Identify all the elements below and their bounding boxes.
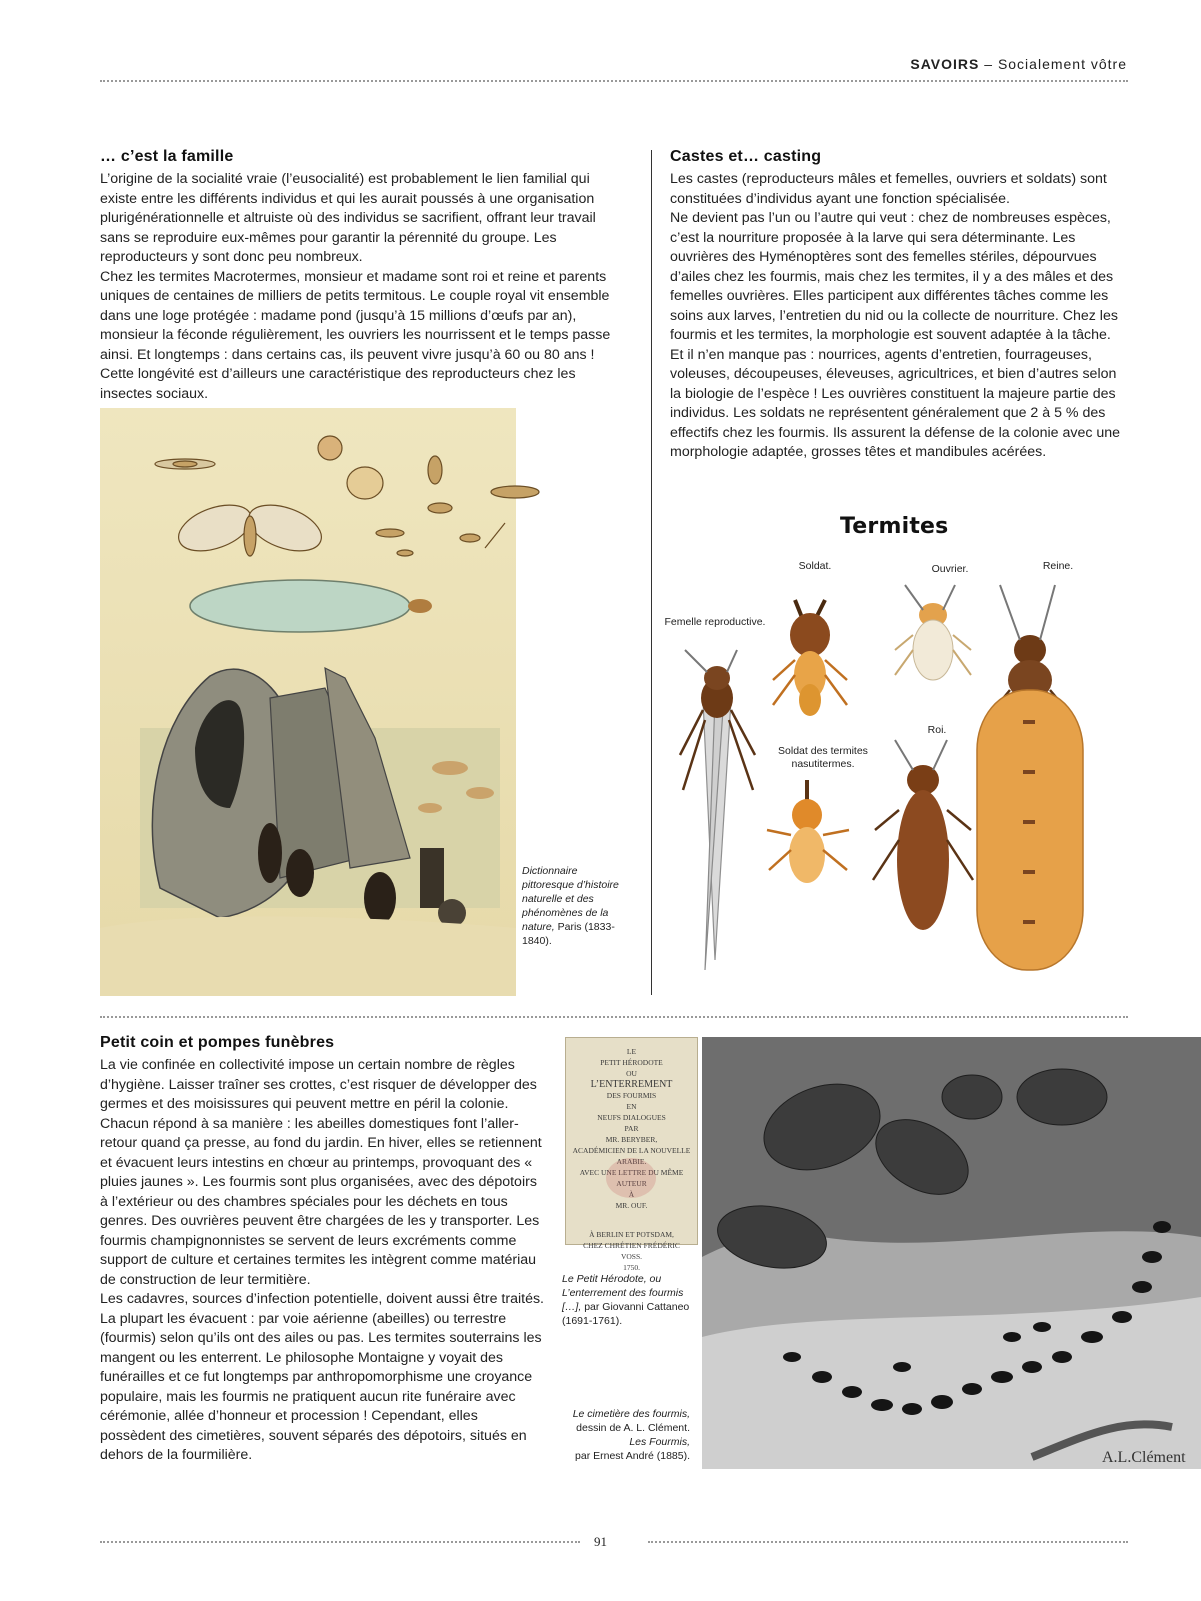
petit-coin-paragraph-1: La vie confinée en collectivité impose un certain nombre de règles d’hygiène. Laisser traîner ses crottes, c’est risquer de développer des germes et des moisissures qui peuvent mettre en péril la colonie. Chacun répond à sa manière : les abeilles domestiques font l’aller-retour quand ça presse, au fond du jardin. En hiver, elles se retiennent et évacuent leurs intestins en chœur au printemps, provoquant des « pluies jaunes ». Les fourmis sont plus organisées, avec des dépotoirs à l’extérieur ou des chambres spéciales pour les déchets en tous genres. Des ouvrières peuvent être chargées de les y transporter. Les fourmis champignonnistes se servent de leurs excréments comme support de culture et certaines termites les intègrent comme matériau de construction de leur termitière. xyxy=(100,1057,542,1288)
label-king: Roi. xyxy=(927,724,947,736)
petit-coin-heading: Petit coin et pompes funèbres xyxy=(100,1034,335,1051)
book-title-line: CHEZ CHRÉTIEN FRÉDÉRIC VOSS. xyxy=(583,1241,680,1261)
book-title-line: DES FOURMIS xyxy=(606,1091,657,1100)
castes-paragraph-1: Les castes (reproducteurs mâles et femelles, ouvriers et soldats) sont constituées d’individus ayant une fonction spécialisée. xyxy=(670,171,1107,207)
termites-figure-title: Termites xyxy=(840,514,949,539)
soldier-icon xyxy=(773,600,847,716)
king-icon xyxy=(873,740,973,930)
queen-icon xyxy=(977,585,1083,970)
label-queen: Reine. xyxy=(1042,560,1074,572)
book-title-line: À xyxy=(628,1190,635,1199)
engraving-signature: A.L.Clément xyxy=(1102,1449,1186,1466)
plate-caption-place: Paris (1833-1840). xyxy=(522,921,615,947)
castes-paragraph-2: Ne devient pas l’un ou l’autre qui veut : chez de nombreuses espèces, c’est la nourriture proposée à la larve qui sera déterminante. Les ouvrières des Hyménoptères sont des femelles stériles, dépourvues d’ailes chez les fourmis, mais chez les termites, il y a des mâles et des femelles ouvrières. Elles participent aux différentes tâches comme les soins aux larves, l’entretien du nid ou la collecte de nourriture. Chez les fourmis et les termites, la morphologie est souvent adaptée à la tâche. Et il n’en manque pas : nourrices, agents d’entretien, fourrageuses, voleuses, découpeuses, éleveuses, agricultrices, et bien d’autres selon la biologie de l’espèce ! Les ouvrières constituent la majeure partie des individus. Les soldats ne représentent généralement que 2 à 5 % des effectifs chez les fourmis. Ils assurent la défense de la colonie avec une morphologie adaptée, grosses têtes et mandibules acérées. xyxy=(670,210,1121,460)
header-separator: – xyxy=(984,56,994,72)
header-divider xyxy=(100,80,1128,82)
book-title-line: AVEC UNE LETTRE DU MÊME AUTEUR xyxy=(579,1168,684,1188)
book-caption xyxy=(562,1272,702,1328)
library-stamp xyxy=(606,1158,656,1198)
engraving-caption xyxy=(530,1407,690,1463)
book-title-line: OU xyxy=(626,1069,637,1078)
book-title-line: PETIT HÉRODOTE xyxy=(600,1058,663,1067)
engraving-caption-title: Le cimetière des fourmis, xyxy=(572,1408,690,1420)
ant-cemetery-illustration xyxy=(702,1037,1201,1469)
nasute-soldier-icon xyxy=(767,780,849,883)
label-soldier: Soldat. xyxy=(798,560,832,572)
running-header xyxy=(910,56,1127,72)
book-title-line: 1750. xyxy=(623,1263,640,1272)
castes-text xyxy=(670,170,1128,463)
famille-text xyxy=(100,170,628,404)
book-caption-title: Le Petit Hérodote, ou L’enterrement des fourmis […], xyxy=(562,1273,684,1313)
column-divider xyxy=(651,150,652,995)
section-divider xyxy=(100,1016,1128,1018)
book-title-line: MR. OUF. xyxy=(615,1201,648,1210)
petit-coin-text xyxy=(100,1056,544,1466)
ant-cemetery-engraving xyxy=(702,1037,1201,1469)
page-number: 91 xyxy=(594,1534,607,1549)
book-title-line: À BERLIN ET POTSDAM, xyxy=(589,1230,674,1239)
book-title-line: PAR xyxy=(624,1124,639,1133)
female-reproductive-icon xyxy=(680,650,755,970)
book-title-line: LE xyxy=(626,1047,637,1056)
book-caption-author: par Giovanni Cattaneo (1691-1761). xyxy=(562,1301,690,1327)
famille-heading: … c’est la famille xyxy=(100,148,234,165)
label-worker: Ouvrier. xyxy=(931,563,969,575)
worker-icon xyxy=(895,585,971,680)
book-title-page xyxy=(565,1037,698,1272)
termite-mound-illustration xyxy=(100,408,516,996)
castes-heading: Castes et… casting xyxy=(670,148,822,165)
engraving-caption-book: Les Fourmis, xyxy=(629,1436,690,1448)
engraving-caption-author: par Ernest André (1885). xyxy=(575,1450,690,1462)
header-subtitle: Socialement vôtre xyxy=(997,56,1127,72)
plate-caption-title: Dictionnaire pittoresque d’histoire naturelle et des phénomènes de la nature, xyxy=(522,865,619,933)
termite-castes-illustration xyxy=(655,580,1125,1000)
engraving-caption-artist: dessin de A. L. Clément. xyxy=(576,1422,690,1434)
label-female: Femelle reproductive. xyxy=(664,616,766,628)
petit-coin-paragraph-2: Les cadavres, sources d’infection potentielle, doivent aussi être traités. La plupart les évacuent : par voie aérienne (abeilles) ou terrestre (fourmis) selon qu’ils ont des ailes ou pas. Les termites souterrains les mangent ou les enterrent. Le philosophe Montaigne y voyait des funérailles et ce fut longtemps par anthropomorphisme une croyance populaire, mais les fourmis ne pratiquent aucun rite funéraire avec cérémonie, allée d’honneur et procession ! Cependant, elles possèdent des cimetières, souvent séparés des dépotoirs, situés en dehors de la fourmilière. xyxy=(100,1291,544,1463)
book-title-line: L’ENTERREMENT xyxy=(590,1079,673,1090)
header-section: SAVOIRS xyxy=(910,56,980,72)
termite-mound-plate xyxy=(100,408,516,996)
famille-paragraph-2: Chez les termites Macrotermes, monsieur et madame sont roi et reine et parents uniques de centaines de milliers de petits termitous. Le couple royal vit ensemble dans une loge protégée : madame pond (jusqu’à 15 millions d’œufs par an), monsieur la féconde régulièrement, les ouvriers les nourrissent et le temps passe ainsi. Et longtemps : dans certains cas, ils peuvent vivre jusqu’à 60 ou 80 ans ! Cette longévité est d’ailleurs une caractéristique des reproducteurs chez les insectes sociaux. xyxy=(100,268,611,402)
label-nasute: Soldat des termites nasutitermes. xyxy=(778,745,868,770)
book-title-line: EN xyxy=(626,1102,637,1111)
book-title-line: ACADÉMICIEN DE LA NOUVELLE ARABIE. xyxy=(572,1146,691,1166)
famille-paragraph-1: L’origine de la socialité vraie (l’eusocialité) est probablement le lien familial qui existe entre les différents individus et qui les aurait poussés à une organisation plurigénérationnelle et altruiste où des individus se sacrifient, offrant leur travail sans se reproduire eux-mêmes pour garantir la pérennité du groupe. Les reproducteurs y sont donc peu nombreux. xyxy=(100,171,596,265)
book-title-line: MR. BERYBER, xyxy=(605,1135,658,1144)
plate-caption xyxy=(522,864,632,948)
book-title-line: NEUFS DIALOGUES xyxy=(597,1113,666,1122)
